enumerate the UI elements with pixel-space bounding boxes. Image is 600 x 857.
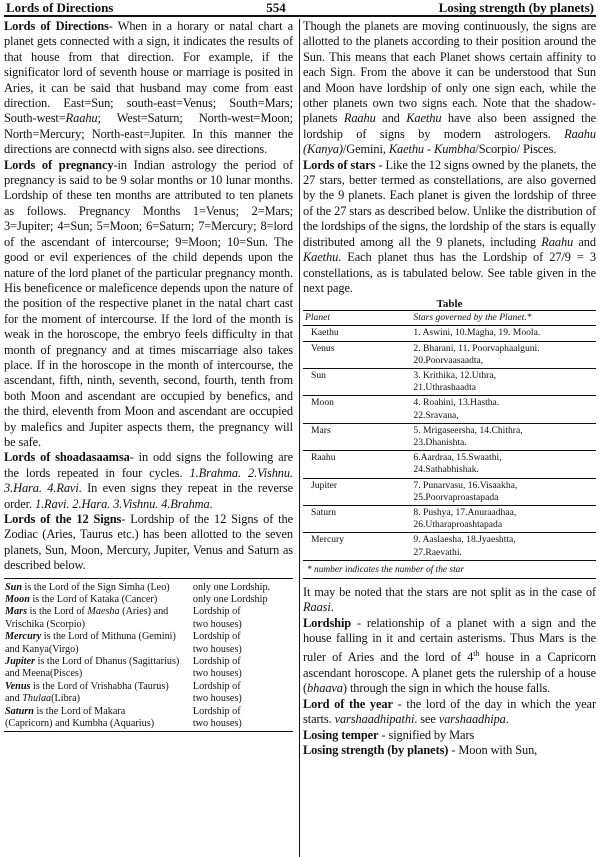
entry-text: It may be noted that the stars are not split as in the case of xyxy=(303,584,596,599)
lordship-count: only one Lordship. xyxy=(192,581,271,593)
table-row xyxy=(303,533,596,560)
entry-italic: varshaadhipathi xyxy=(334,712,415,727)
entry-text: . xyxy=(330,600,334,615)
entry-term: Lords of Directions xyxy=(4,19,109,33)
entry-text: . In even signs they repeat in the reverse order. xyxy=(4,481,293,511)
lordship-desc: is the Lord of Kataka (Cancer) xyxy=(29,594,158,606)
entry-text: Though the planets are moving continuously, the signs are allotted to the planets according to their position around the Sun. This means that each Planet shows certain affinity to each Sign. From the above it can be understood that Sun and Moon have lordship of only one sign each, while the other planets own two signs each. Note that the shadow-planets xyxy=(303,19,596,126)
lordship-count: Lordship of xyxy=(192,606,241,618)
table-cell xyxy=(4,578,192,594)
entry-text: and xyxy=(375,111,407,126)
table-cell xyxy=(4,718,192,731)
table-row xyxy=(4,631,293,643)
entry-text: - Lordship of the 12 Signs of the Zodiac (Aries, Taurus etc.) has been allotted to the seven planets, Sun, Moon, Mercury, Jupiter, Venus and Saturn as described below. xyxy=(4,512,294,573)
stars-cell xyxy=(411,533,596,560)
entry-text: - the lord of the day in which the year starts. xyxy=(303,696,596,727)
entry-term: Lord of the year xyxy=(303,696,393,711)
entry-italic: 1.Brahma. 2.Vishnu. 3.Hara. 4.Ravi xyxy=(4,465,293,496)
planet-name: Saturn xyxy=(5,705,34,717)
entry-text: house in a Capricorn ascendant horoscope. A planet gets the rulership of a house ( xyxy=(303,650,596,696)
table-cell xyxy=(4,644,192,656)
table-cell xyxy=(4,606,192,618)
sign-italic: Thulaa xyxy=(22,693,52,705)
stars-cell xyxy=(411,341,596,368)
entry-text: and xyxy=(573,234,596,249)
planet-name: Venus xyxy=(5,680,31,692)
table-cell xyxy=(4,594,192,606)
entry-italic: 1.Ravi. 2.Hara. 3.Vishnu. 4.Brahma xyxy=(34,496,210,511)
stars-line: 22.Sravana, xyxy=(413,409,459,421)
table-row xyxy=(303,368,596,395)
lordship-count: two houses) xyxy=(192,618,242,630)
table-row xyxy=(4,578,293,594)
table-row xyxy=(4,706,293,718)
table-row xyxy=(4,606,293,618)
entry-term: Lords of stars xyxy=(303,157,376,172)
stars-table-title: Table xyxy=(436,298,463,311)
entry-stars-note xyxy=(303,585,596,616)
table-row xyxy=(303,396,596,423)
left-column xyxy=(4,19,298,758)
stars-line: 25.Poorvaproastapada xyxy=(413,491,499,503)
table-row xyxy=(303,478,596,505)
lordship-count: two houses) xyxy=(192,693,242,705)
table-cell xyxy=(4,693,192,705)
entry-text: /Gemini, xyxy=(342,142,389,157)
planet-name: Sun xyxy=(5,581,22,593)
stars-cell xyxy=(411,396,596,423)
table-row xyxy=(4,668,293,680)
lordship-count: Lordship of xyxy=(192,705,241,717)
table-cell xyxy=(4,706,192,718)
planet-name: Saturn xyxy=(303,505,411,532)
stars-table-note: * number indicates the number of the star xyxy=(303,561,596,579)
lordship-desc: and Kanya(Virgo) xyxy=(5,643,79,655)
entry-text: /Scorpio/ Pisces. xyxy=(475,142,557,157)
page-header xyxy=(4,0,596,17)
entry-italic: Kaethu xyxy=(303,250,339,265)
entry-lords-of-directions xyxy=(4,19,293,158)
entry-italic: Raahu xyxy=(65,111,98,126)
planet-name: Mercury xyxy=(5,631,42,643)
stars-line: 3. Krithika, 12.Uthra, xyxy=(413,369,497,381)
entry-term: Lords of pregnancy xyxy=(4,157,114,172)
planet-name: Mercury xyxy=(311,534,345,546)
table-row xyxy=(4,619,293,631)
stars-line: 8. Pushya, 17.Anuraadhaa, xyxy=(413,506,517,518)
entry-text: . see xyxy=(414,712,439,727)
lordship-count: only one Lordship xyxy=(192,594,268,606)
stars-line: 6.Aardraa, 15.Swaathi, xyxy=(413,452,502,464)
lordship-desc: is the Lord of Dhanus (Sagittarius) xyxy=(35,656,180,668)
stars-table xyxy=(303,310,596,560)
stars-line: 27.Raevathi. xyxy=(413,546,462,558)
table-row xyxy=(4,718,293,731)
entry-text: - Moon with Sun, xyxy=(448,742,538,757)
stars-line: 1. Aswini, 10.Magha, 19. Moola. xyxy=(413,327,541,339)
sign-lords-table xyxy=(4,578,293,732)
table-row xyxy=(4,681,293,693)
lordship-desc: (Capricorn) and Kumbha (Aquarius) xyxy=(5,718,155,730)
stars-line: 26.Utharaproashtapada xyxy=(413,519,503,531)
entry-text: -in Indian astrology the period of pregnancy is said to be 9 solar months or 10 lunar months. Lordship of these ten months are attributed to ten planets as follows. Pregnancy Months 1=Venus; 2=Mars; 3=Jupiter; 4=Sun; 5=Moon; 6=Saturn; 7=Mercury; 8=lord of the ascendant of intercourse; 9=Moon; 10=Sun. The good or evil experiences of the child depends upon the nature of the lord planet of the particular pregnancy month. His beneficence or maleficence depends upon the nature of the position of the respective planet in the natal chart cast for the moment of intercourse. If the lord of the month is weak in the horoscope, the embryo feels difficulty in that month of pregnancy and at times miscarriage also takes place. If in the horoscope in the month of intercourse, the ascendant, fifth, ninth, seventh, second, fourth, tenth from both Moon and ascendant are occupied by benefics, and the third, eleventh from Moon and ascendant are occupied by malefics and Jupiter aspects them, the pregnancy will be safe. xyxy=(4,157,293,449)
entry-lords-of-pregnancy xyxy=(4,158,293,451)
entry-term: Lords of shoadasaamsa xyxy=(4,450,130,465)
stars-line: 2. Bharani, 11. Poorvaphaalguni. xyxy=(413,342,540,354)
planet-name: Mars xyxy=(5,606,28,618)
stars-cell xyxy=(411,423,596,450)
stars-cell xyxy=(411,326,596,341)
entry-text: - relationship of a planet with a sign and the house falling in it and certain asterisms. Thus Mars is the ruler of Aries and the lord of 4 xyxy=(303,615,596,665)
entry-italic: Raahu xyxy=(343,111,376,126)
table-cell xyxy=(4,631,192,643)
entry-italic: Raahu (Kanya) xyxy=(303,126,596,157)
lordship-desc: and Meena(Pisces) xyxy=(5,668,83,680)
stars-line: 7. Punarvasu, 16.Visaakha, xyxy=(413,479,518,491)
sign-italic: Maesha xyxy=(87,606,120,618)
entry-italic: Kaethu - Kumbha xyxy=(388,142,476,157)
stars-line: 21.Uthrashaadta xyxy=(413,382,477,394)
entry-text: ; West=Saturn; North-west=Moon; North=Mercury; North-east=Jupiter. In this manner the directions are connectd with signs also. see directions. xyxy=(4,111,293,157)
entry-text: . xyxy=(505,712,509,727)
planet-name: Kaethu xyxy=(303,326,411,341)
text-columns xyxy=(4,19,596,758)
lordship-desc: Vrischika (Scorpio) xyxy=(5,618,86,630)
entry-text: - in odd signs the following are the lords repeated in four cycles. xyxy=(4,450,293,480)
table-row xyxy=(303,423,596,450)
entry-term: Losing strength (by planets) xyxy=(303,742,449,757)
lordship-desc: is the Lord of xyxy=(27,606,88,618)
entry-italic: bhaava xyxy=(307,681,343,696)
entry-lordship xyxy=(303,616,596,697)
entry-lord-of-the-year xyxy=(303,697,596,728)
table-row xyxy=(4,693,293,705)
planet-name: Jupiter xyxy=(5,656,36,668)
planet-name: Venus xyxy=(303,341,411,368)
entry-text: - signified by Mars xyxy=(378,727,475,742)
entry-losing-strength xyxy=(303,743,596,758)
stars-line: 23.Dhanishta. xyxy=(413,436,467,448)
table-row xyxy=(303,451,596,478)
header-right-title: Losing strength (by planets) xyxy=(438,0,594,15)
stars-line: 20.Poorvaasaadta, xyxy=(413,354,484,366)
stars-cell xyxy=(411,505,596,532)
table-header-row xyxy=(303,311,596,326)
lordship-desc: is the Lord of Mithuna (Gemini) xyxy=(41,631,176,643)
table-cell xyxy=(4,619,192,631)
lordship-desc: is the Lord of the Sign Simha (Leo) xyxy=(22,581,170,593)
table-row xyxy=(303,341,596,368)
planet-name: Raahu xyxy=(303,451,411,478)
entry-lords-of-12-signs xyxy=(4,512,293,574)
lordship-desc: is the Lord of Makara xyxy=(33,705,126,717)
right-column xyxy=(298,19,596,758)
stars-line: 9. Aaslaesha, 18.Jyaeshtta, xyxy=(413,534,516,546)
lordship-desc: (Aries) and xyxy=(119,606,169,618)
entry-losing-temper xyxy=(303,728,596,743)
entry-term: Lordship xyxy=(303,615,352,630)
table-row xyxy=(4,656,293,668)
stars-cell xyxy=(411,451,596,478)
entry-lords-of-shoadasaamsa xyxy=(4,450,293,512)
stars-line: 24.Sathabhishak. xyxy=(413,464,479,476)
lordship-desc: and xyxy=(5,693,23,705)
lordship-count: two houses) xyxy=(192,718,242,730)
table-row xyxy=(4,644,293,656)
entry-text: ) through the sign in which the house falls. xyxy=(342,681,551,696)
lordship-count: two houses) xyxy=(192,643,242,655)
entry-term: Lords of the 12 Signs xyxy=(4,512,122,526)
stars-line: 4. Roahini, 13.Hastha. xyxy=(413,397,500,409)
lordship-count: Lordship of xyxy=(192,656,241,668)
entry-italic: varshaadhipa xyxy=(438,712,506,727)
entry-italic: Raahu xyxy=(541,234,574,249)
stars-cell xyxy=(411,478,596,505)
planet-name: Moon xyxy=(5,594,30,606)
planet-name: Moon xyxy=(303,396,411,423)
header-left-title: Lords of Directions xyxy=(6,0,114,15)
entry-text: . xyxy=(209,496,213,511)
lordship-desc: is the Lord of Vrishabha (Taurus) xyxy=(30,680,169,692)
table-row xyxy=(303,326,596,341)
entry-term: Losing temper xyxy=(303,727,379,742)
ordinal-superscript: th xyxy=(473,649,480,659)
stars-cell xyxy=(411,368,596,395)
table-row xyxy=(303,505,596,532)
entry-italic: Raasi xyxy=(303,600,331,615)
stars-line: 5. Mrigaseersha, 14.Chithra, xyxy=(413,424,523,436)
column-divider xyxy=(299,19,300,857)
page-number: 554 xyxy=(266,0,286,15)
entry-text: have also been assigned the lordship of signs by modern astrologers. xyxy=(303,111,596,141)
planet-name: Sun xyxy=(303,368,411,395)
entry-text: - Like the 12 signs owned by the planets, the 27 stars, better termed as constellations, are also governed by the 9 planets. Each planet is given the lordship of three of the 27 stars as described below. Unlike the distribution of the lordships of the signs, the lordship of the stars is equally distributed among all the 9 planets, including xyxy=(303,157,596,249)
entry-italic: Kaethu xyxy=(406,111,442,126)
entry-signs-continued xyxy=(303,19,596,158)
entry-text: - When in a horary or natal chart a planet gets connected with a sign, it indicates the results of that house from that direction. For example, if the significator lord of seventh house or marriage is posited in Aries, it can be said that husband may come from east direction. East=Sun; south-east=Venus; South=Mars; South-west= xyxy=(4,19,293,126)
entry-lords-of-stars xyxy=(303,158,596,297)
lordship-count: Lordship of xyxy=(192,631,241,643)
table-cell xyxy=(4,668,192,680)
lordship-count: two houses) xyxy=(192,668,242,680)
header-stars: Stars governed by the Planet.* xyxy=(411,311,596,326)
lordship-count: Lordship of xyxy=(192,680,241,692)
entry-text: . Each planet thus has the Lordship of 27/9 = 3 constellations, as is tabulated below. See table given in the next page. xyxy=(303,250,596,295)
table-cell xyxy=(4,656,192,668)
lordship-desc: (Libra) xyxy=(51,693,80,705)
header-planet: Planet xyxy=(303,311,411,326)
planet-name: Jupiter xyxy=(303,478,411,505)
table-cell xyxy=(4,681,192,693)
planet-name: Mars xyxy=(303,423,411,450)
table-row xyxy=(4,594,293,606)
